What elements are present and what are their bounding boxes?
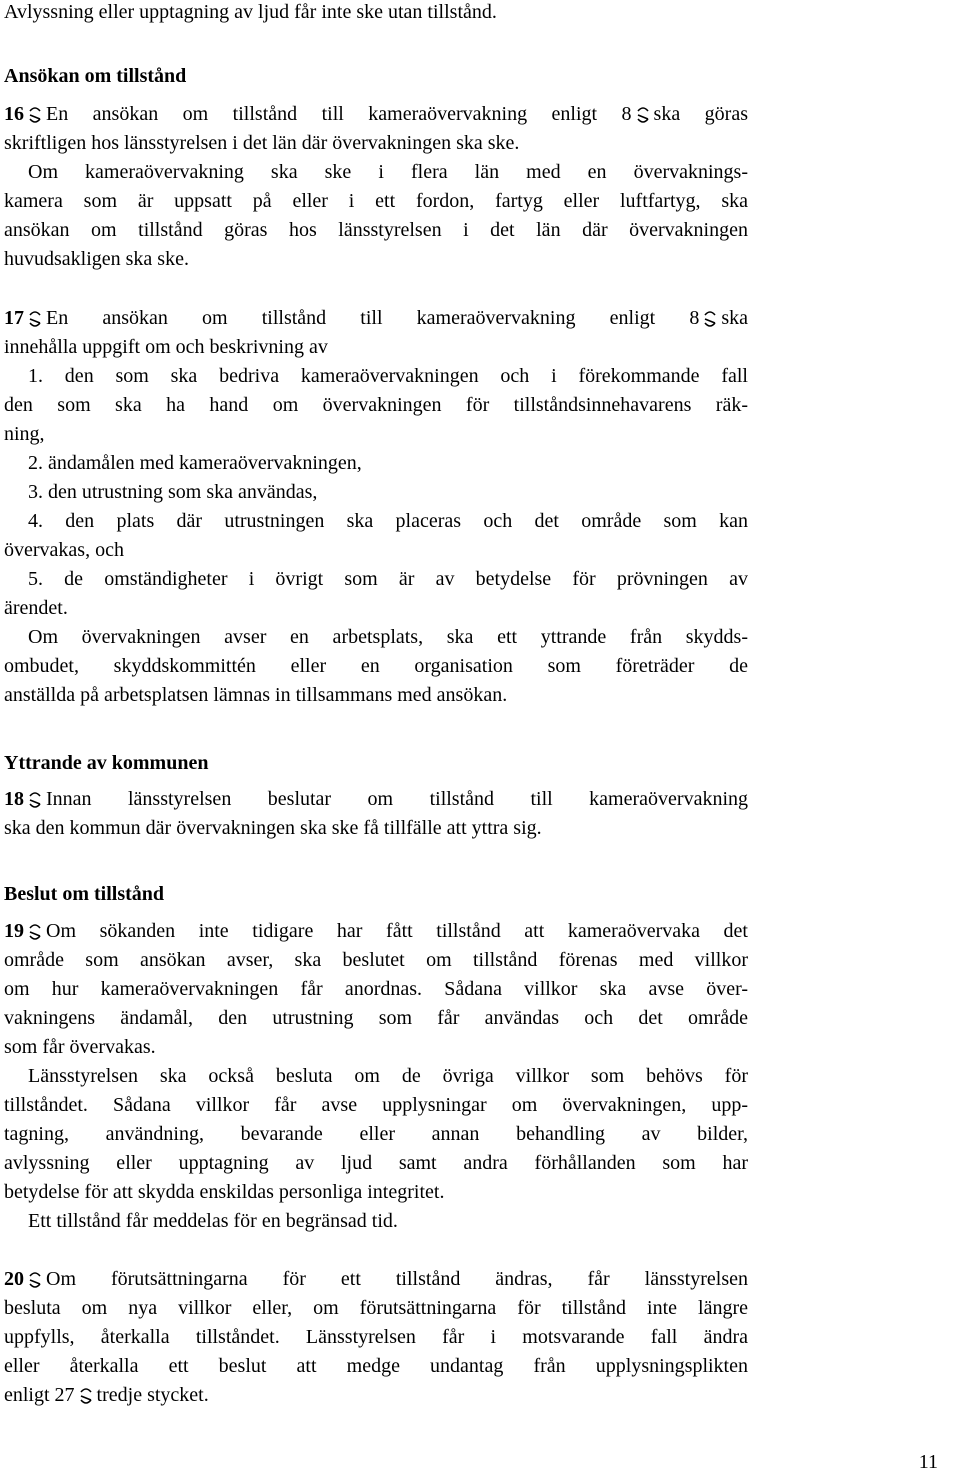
text-line: ombudet, skyddskommittén eller en organisation som företräder de — [4, 655, 748, 677]
text-line: som får övervakas. — [4, 1036, 156, 1058]
section-20-last-line: enligt 27 tredje stycket. — [4, 1384, 209, 1406]
text-line: om hur kameraövervakningen får anordnas. Sådana villkor ska avse över- — [4, 978, 748, 1000]
text-line: Om kameraövervakning ska ske i flera län med en övervaknings- — [28, 161, 748, 183]
list-item: 5. de omständigheter i övrigt som är av betydelse för prövningen av — [28, 568, 748, 590]
list-item: 4. den plats där utrustningen ska placeras och det område som kan — [28, 510, 748, 532]
section-18-first-line: 18 Innan länsstyrelsen beslutar om tillstånd till kameraövervakning — [4, 788, 748, 810]
text-line: övervakas, och — [4, 539, 124, 561]
text-line: den som ska ha hand om övervakningen för tillståndsinnehavarens räk- — [4, 394, 748, 416]
text-line: huvudsakligen ska ske. — [4, 248, 189, 270]
section-sign-icon — [28, 923, 42, 939]
text-line: Ett tillstånd får meddelas för en begränsad tid. — [28, 1210, 398, 1232]
text-line: ärendet. — [4, 597, 68, 619]
section-16-first-line: 16 En ansökan om tillstånd till kameraövervakning enligt 8 ska göras — [4, 103, 748, 125]
text-line: vakningens ändamål, den utrustning som får användas och det område — [4, 1007, 748, 1029]
text-line: eller återkalla ett beslut att medge undantag från upplysningsplikten — [4, 1355, 748, 1377]
section-sign-icon — [79, 1387, 93, 1403]
intro-line: Avlyssning eller upptagning av ljud får inte ske utan tillstånd. — [4, 1, 497, 23]
document-page — [4, 0, 748, 1410]
text-line: tagning, användning, bevarande eller annan behandling av bilder, — [4, 1123, 748, 1145]
text-line: område som ansökan avser, ska beslutet om tillstånd förenas med villkor — [4, 949, 748, 971]
text-line: ska den kommun där övervakningen ska ske få tillfälle att yttra sig. — [4, 817, 542, 839]
section-sign-icon — [28, 106, 42, 122]
heading-beslut: Beslut om tillstånd — [4, 883, 165, 905]
text-line: avlyssning eller upptagning av ljud samt andra förhållanden som har — [4, 1152, 748, 1174]
section-number: 18 — [4, 788, 24, 810]
text-line: kamera som är uppsatt på eller i ett fordon, fartyg eller luftfartyg, ska — [4, 190, 748, 212]
text-line: uppfylls, återkalla tillståndet. Länsstyrelsen får i motsvarande fall ändra — [4, 1326, 748, 1348]
section-sign-icon — [636, 106, 650, 122]
text-line: skriftligen hos länsstyrelsen i det län där övervakningen ska ske. — [4, 132, 520, 154]
text-line: besluta om nya villkor eller, om förutsättningarna för tillstånd inte längre — [4, 1297, 748, 1319]
section-number: 17 — [4, 307, 24, 329]
section-17-first-line: 17 En ansökan om tillstånd till kameraövervakning enligt 8 ska — [4, 307, 748, 329]
heading-yttrande: Yttrande av kommunen — [4, 752, 209, 774]
page-number: 11 — [918, 1451, 938, 1473]
text-line: tillståndet. Sådana villkor får avse upplysningar om övervakningen, upp- — [4, 1094, 748, 1116]
heading-ansokan: Ansökan om tillstånd — [4, 65, 187, 87]
section-sign-icon — [703, 310, 717, 326]
section-sign-icon — [28, 310, 42, 326]
text-line: Om övervakningen avser en arbetsplats, ska ett yttrande från skydds- — [28, 626, 748, 648]
section-number: 19 — [4, 920, 24, 942]
section-sign-icon — [28, 791, 42, 807]
text-line: ansökan om tillstånd göras hos länsstyrelsen i det län där övervakningen — [4, 219, 748, 241]
list-item: 2. ändamålen med kameraövervakningen, — [28, 452, 362, 474]
section-sign-icon — [28, 1271, 42, 1287]
text-line: ning, — [4, 423, 45, 445]
text-line: Länsstyrelsen ska också besluta om de övriga villkor som behövs för — [28, 1065, 748, 1087]
list-item: 3. den utrustning som ska användas, — [28, 481, 318, 503]
list-item: 1. den som ska bedriva kameraövervakningen och i förekommande fall — [28, 365, 748, 387]
section-19-first-line: 19 Om sökanden inte tidigare har fått tillstånd att kameraövervaka det — [4, 920, 748, 942]
section-number: 16 — [4, 103, 24, 125]
text-line: betydelse för att skydda enskildas personliga integritet. — [4, 1181, 445, 1203]
section-20-first-line: 20 Om förutsättningarna för ett tillstånd ändras, får länsstyrelsen — [4, 1268, 748, 1290]
text-line: anställda på arbetsplatsen lämnas in tillsammans med ansökan. — [4, 684, 508, 706]
section-number: 20 — [4, 1268, 24, 1290]
text-line: innehålla uppgift om och beskrivning av — [4, 336, 328, 358]
